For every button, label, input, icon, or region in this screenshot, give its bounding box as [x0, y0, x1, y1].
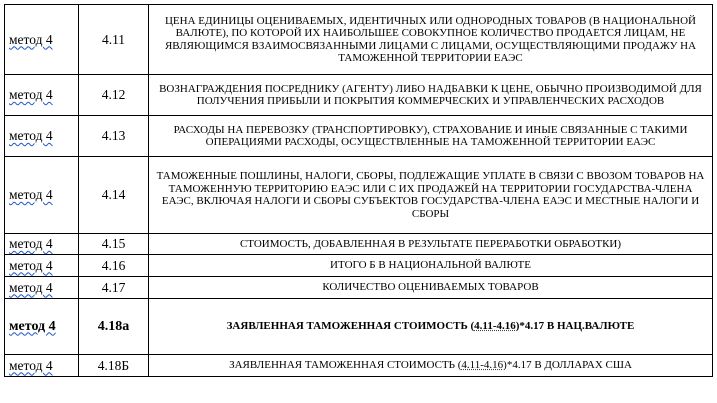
- table-row: [5, 255, 713, 277]
- description-cell: СТОИМОСТЬ, ДОБАВЛЕННАЯ В РЕЗУЛЬТАТЕ ПЕРЕРАБОТКИ ОБРАБОТКИ): [149, 234, 713, 255]
- table-row: [5, 299, 713, 355]
- code-cell: 4.14: [79, 157, 149, 234]
- code-cell: 4.15: [79, 234, 149, 255]
- code-cell: 4.16: [79, 255, 149, 277]
- description-cell: ЦЕНА ЕДИНИЦЫ ОЦЕНИВАЕМЫХ, ИДЕНТИЧНЫХ ИЛИ ОДНОРОДНЫХ ТОВАРОВ (В НАЦИОНАЛЬНОЙ ВАЛЮТЕ), ПО КОТОРОЙ ИХ НАИБОЛЬШЕЕ СОВОКУПНОЕ КОЛИЧЕСТВО ПРОДАЕТСЯ ЛИЦАМ, НЕ ЯВЛЯЮЩИМСЯ ВЗАИМОСВЯЗАННЫМИ ЛИЦАМИ С ЛИЦАМИ, ОСУЩЕСТВЛЯЮЩИМИ ПРОДАЖУ НА ТАМОЖЕННОЙ ТЕРРИТОРИИ ЕАЭС: [149, 5, 713, 75]
- code-cell: 4.13: [79, 116, 149, 157]
- description-prefix: ЗАЯВЛЕННАЯ ТАМОЖЕННАЯ СТОИМОСТЬ (: [226, 320, 475, 333]
- description-cell: ТАМОЖЕННЫЕ ПОШЛИНЫ, НАЛОГИ, СБОРЫ, ПОДЛЕЖАЩИЕ УПЛАТЕ В СВЯЗИ С ВВОЗОМ ТОВАРОВ НА ТАМОЖЕННУЮ ТЕРРИТОРИЮ ЕАЭС ИЛИ С ИХ ПРОДАЖЕЙ НА ТЕРРИТОРИИ ГОСУДАРСТВА-ЧЛЕНА ЕАЭС, ВКЛЮЧАЯ НАЛОГИ И СБОРЫ СУБЪЕКТОВ ГОСУДАРСТВА-ЧЛЕНА ЕАЭС И МЕСТНЫЕ НАЛОГИ И СБОРЫ: [149, 157, 713, 234]
- method-cell: [5, 355, 79, 377]
- method-label: метод 4: [9, 31, 53, 47]
- code-cell: 4.12: [79, 75, 149, 116]
- description-prefix: ЗАЯВЛЕННАЯ ТАМОЖЕННАЯ СТОИМОСТЬ (: [229, 359, 462, 372]
- method-label: метод 4: [9, 357, 53, 373]
- formula-range: 4.11-4.16: [461, 359, 504, 372]
- method-label: метод 4: [9, 257, 53, 273]
- code-cell: 4.17: [79, 277, 149, 299]
- table-row: [5, 277, 713, 299]
- code-cell: 4.18а: [79, 299, 149, 355]
- table-row: [5, 355, 713, 377]
- method-cell: [5, 234, 79, 255]
- description-suffix: )*4.17 В НАЦ.ВАЛЮТЕ: [515, 320, 635, 333]
- method-label: метод 4: [9, 318, 56, 334]
- description-cell: [149, 299, 713, 355]
- method-label: метод 4: [9, 128, 53, 143]
- method-label: метод 4: [9, 187, 53, 202]
- description-cell: РАСХОДЫ НА ПЕРЕВОЗКУ (ТРАНСПОРТИРОВКУ), СТРАХОВАНИЕ И ИНЫЕ СВЯЗАННЫЕ С ТАКИМИ ОПЕРАЦИЯМИ РАСХОДЫ, ОСУЩЕСТВЛЕННЫЕ НА ТАМОЖЕННОЙ ТЕРРИТОРИИ ЕАЭС: [149, 116, 713, 157]
- description-cell: [149, 355, 713, 377]
- table-row: [5, 234, 713, 255]
- description-cell: КОЛИЧЕСТВО ОЦЕНИВАЕМЫХ ТОВАРОВ: [149, 277, 713, 299]
- table-row: [5, 157, 713, 234]
- table-row: [5, 116, 713, 157]
- code-cell: 4.11: [79, 5, 149, 75]
- method-cell: [5, 116, 79, 157]
- code-cell: 4.18Б: [79, 355, 149, 377]
- method-label: метод 4: [9, 236, 53, 251]
- description-suffix: )*4.17 В ДОЛЛАРАХ США: [503, 359, 632, 372]
- description-cell: ИТОГО Б В НАЦИОНАЛЬНОЙ ВАЛЮТЕ: [149, 255, 713, 277]
- method-cell: [5, 277, 79, 299]
- method-label: метод 4: [9, 279, 53, 295]
- method-cell: [5, 75, 79, 116]
- method-cell: [5, 299, 79, 355]
- method-label: метод 4: [9, 87, 53, 102]
- method-cell: [5, 255, 79, 277]
- method-cell: [5, 5, 79, 75]
- table-row: [5, 5, 713, 75]
- description-cell: ВОЗНАГРАЖДЕНИЯ ПОСРЕДНИКУ (АГЕНТУ) ЛИБО НАДБАВКИ К ЦЕНЕ, ОБЫЧНО ПРОИЗВОДИМОЙ ДЛЯ ПОЛУЧЕНИЯ ПРИБЫЛИ И ПОКРЫТИЯ КОММЕРЧЕСКИХ И УПРАВЛЕНЧЕСКИХ РАСХОДОВ: [149, 75, 713, 116]
- table-row: [5, 75, 713, 116]
- valuation-table: [4, 4, 713, 377]
- formula-range: 4.11-4.16: [474, 320, 516, 333]
- method-cell: [5, 157, 79, 234]
